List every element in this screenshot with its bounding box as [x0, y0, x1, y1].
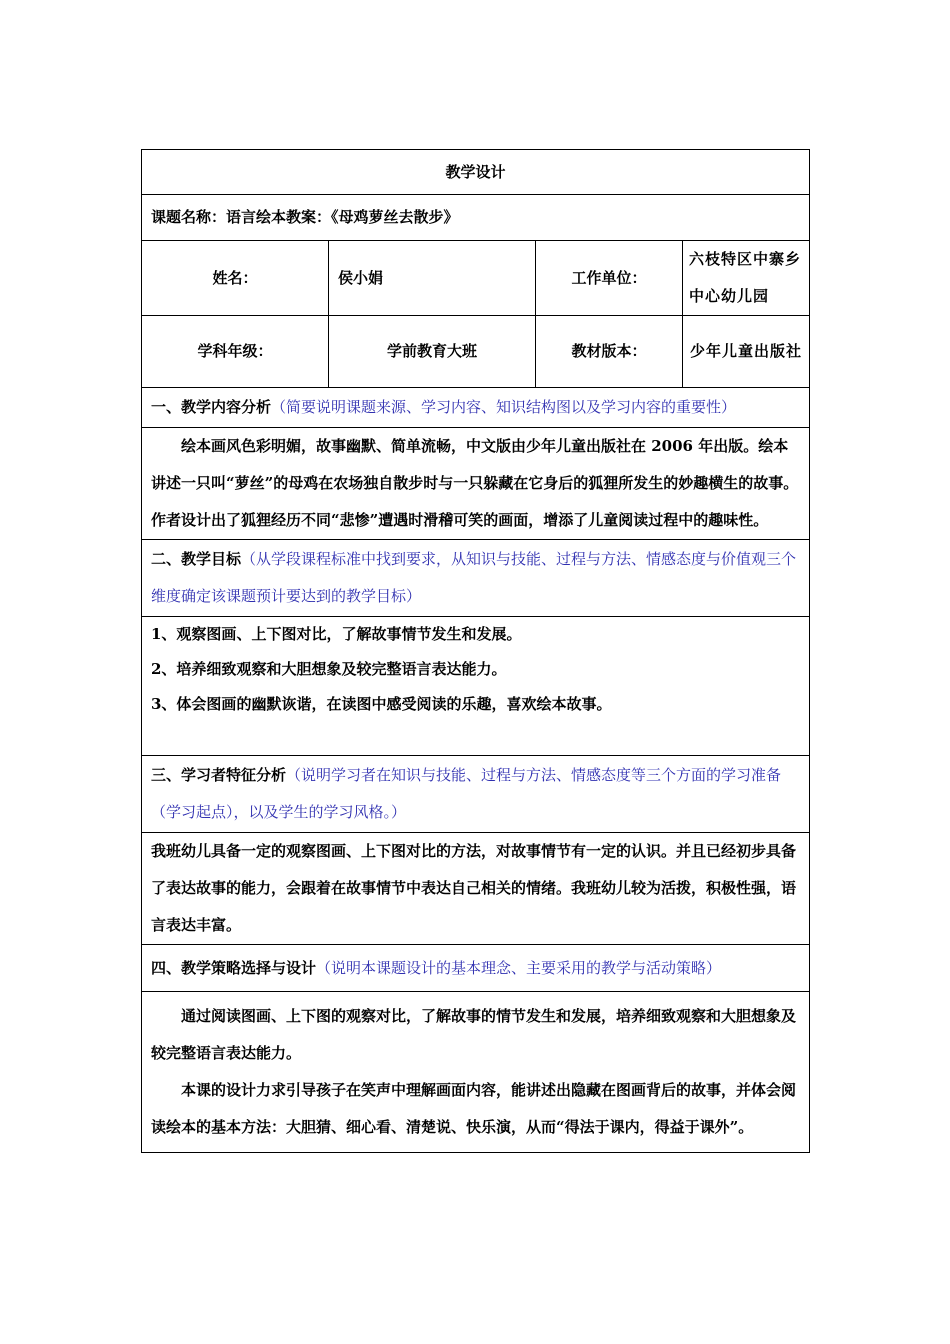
name-value: 侯小娟: [329, 241, 536, 316]
section-heading-content-analysis: [142, 388, 810, 428]
list-item: 1、观察图画、上下图对比，了解故事情节发生和发展。: [151, 625, 522, 643]
section-hint: （说明学习者在知识与技能、过程与方法、情感态度等三个方面的学习准备（学习起点），以及学生的学习风格。）: [151, 766, 782, 821]
section-title: 一、教学内容分析: [151, 398, 272, 416]
grade-value: 学前教育大班: [329, 316, 536, 388]
section-body-teaching-strategy: [142, 992, 810, 1153]
section-hint: （简要说明课题来源、学习内容、知识结构图以及学习内容的重要性）: [271, 398, 737, 416]
subject-line: 课题名称：语言绘本教案：《母鸡萝丝去散步》: [142, 195, 810, 241]
section-heading-teaching-strategy: [142, 945, 810, 992]
section-body-learner-analysis: [142, 833, 810, 945]
paragraph: 本课的设计力求引导孩子在笑声中理解画面内容，能讲述出隐藏在图画背后的故事，并体会阅读绘本的基本方法：大胆猜、细心看、清楚说、快乐演，从而“得法于课内，得益于课外”。: [151, 1081, 797, 1136]
section-heading-teaching-goals: [142, 540, 810, 617]
section-hint: （说明本课题设计的基本理念、主要采用的教学与活动策略）: [316, 958, 722, 977]
section-hint: （从学段课程标准中找到要求，从知识与技能、过程与方法、情感态度与价值观三个维度确定该课题预计要达到的教学目标）: [151, 550, 797, 605]
unit-label: 工作单位：: [536, 241, 683, 316]
section-title: 四、教学策略选择与设计: [151, 958, 317, 977]
lesson-design-document: [141, 149, 809, 1153]
edition-value: 少年儿童出版社: [683, 316, 810, 388]
document-title: 教学设计: [142, 150, 810, 195]
list-item: 3、体会图画的幽默诙谐，在读图中感受阅读的乐趣，喜欢绘本故事。: [151, 695, 612, 713]
section-title: 三、学习者特征分析: [151, 766, 287, 784]
section-title: 二、教学目标: [151, 550, 242, 568]
list-item: 2、培养细致观察和大胆想象及较完整语言表达能力。: [151, 660, 507, 678]
section-body-content-analysis: [142, 428, 810, 540]
unit-value: 六枝特区中寨乡中心幼儿园: [683, 241, 810, 316]
section-body-teaching-goals: [142, 617, 810, 756]
paragraph: 通过阅读图画、上下图的观察对比，了解故事的情节发生和发展，培养细致观察和大胆想象及较完整语言表达能力。: [151, 1007, 797, 1062]
lesson-design-table: [141, 149, 810, 1153]
name-label: 姓名：: [142, 241, 329, 316]
paragraph: 我班幼儿具备一定的观察图画、上下图对比的方法，对故事情节有一定的认识。并且已经初步具备了表达故事的能力，会跟着在故事情节中表达自己相关的情绪。我班幼儿较为活拨，积极性强，语言表达丰富。: [151, 842, 797, 934]
grade-label: 学科年级：: [142, 316, 329, 388]
section-heading-learner-analysis: [142, 756, 810, 833]
paragraph: 绘本画风色彩明媚，故事幽默、简单流畅，中文版由少年儿童出版社在 2006 年出版。绘本讲述一只叫“萝丝”的母鸡在农场独自散步时与一只躲藏在它身后的狐狸所发生的妙趣横生的故事。作者设计出了狐狸经历不同“悲惨”遭遇时滑稽可笑的画面，增添了儿童阅读过程中的趣味性。: [151, 437, 799, 529]
edition-label: 教材版本：: [536, 316, 683, 388]
